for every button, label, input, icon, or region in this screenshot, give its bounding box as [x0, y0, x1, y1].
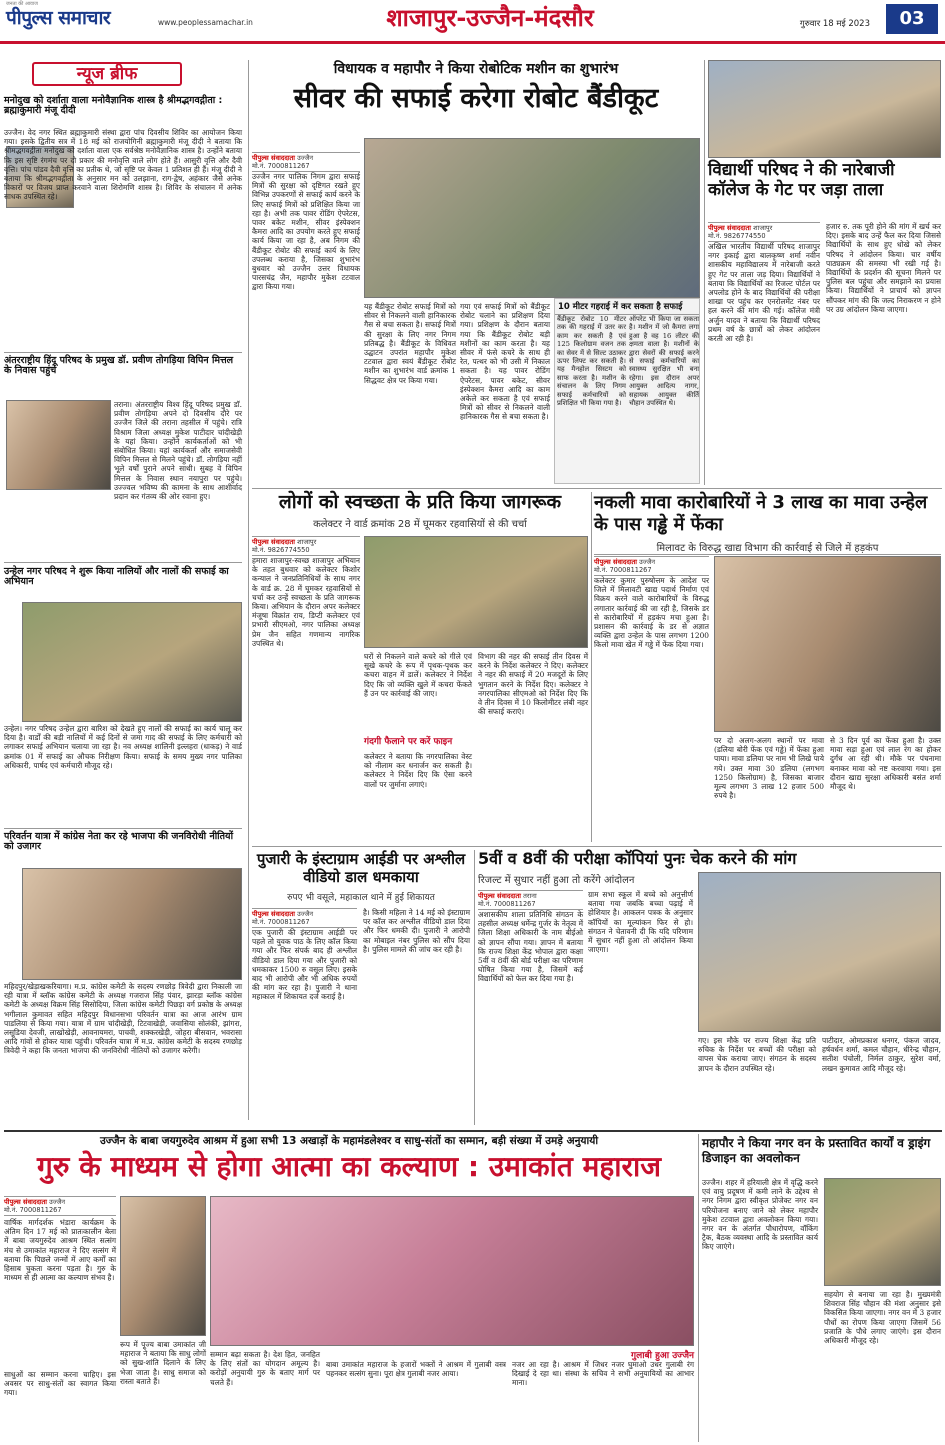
- abvp-byline-place: शाजापुर: [753, 224, 773, 232]
- exam-photo-caption: गए। इस मौके पर राज्य शिक्षा केंद्र प्रति रुचिक के निर्देश पर बच्चों की परीक्षा को वापस चेक कराया जाए। संगठन के सदस्य ज्ञापन के दौरान उपस्थित रहे।: [698, 1036, 819, 1073]
- guru-portrait: [120, 1196, 206, 1336]
- lead-headline: सीवर की सफाई करेगा रोबोट बैंडीकूट: [293, 83, 659, 114]
- lead-photo: [364, 138, 700, 298]
- brief-1-text: उज्जैन। वेद नगर स्थित ब्रह्माकुमारी संस्था द्वारा पांच दिवसीय शिविर का आयोजन किया गया। इसके द्वितीय सत्र में 18 मई को राजयोगिनी ब्रह्माकुमारी मंजू दीदी ने बताया कि श्रीमद्भगवद्गीता मनोदुख को दर्शाता वाला एक सर्वश्रेष्ठ मनोवैज्ञानिक शास्त्र है। उन्होंने बताया कि इस सृष्टि रंगमंच पर दो प्रकार की मनोवृत्ति वाले लोग होते हैं। आसुरी वृत्ति और दैवी वृत्ति। पांच पांडव दैवी वृत्ति का प्रतीक थे, जो सृष्टि पर केवल 1 प्रतिशत ही हैं। मंजू दीदी ने बताया कि श्रीमद्भगवद्गीता के अनुसार मन को उलझाना, राग-द्वेष, अहंकार जैसे अनेक विकारों पर विजय प्राप्त करवाने वाला शिरोमणि शास्त्र है। शिविर के संचालन में अनेक साधक उपस्थित रहे।: [4, 128, 245, 202]
- clean-subhead: कलेक्टर ने वार्ड क्रमांक 28 में घूमकर रहवासियों से की चर्चा: [313, 519, 527, 530]
- forest-photo: [824, 1178, 941, 1286]
- forest-col-1: उज्जैन। शहर में हरियाली क्षेत्र में वृद्धि करने एवं वायु प्रदूषण में कमी लाने के उद्देश्य से नगर निगम द्वारा स्वीकृत प्रोजेक्ट नगर वन परियोजना बनाए जाने को लेकर महापौर मुकेश टटवाल द्वारा अवलोकन किया गया। नगर वन के अंतर्गत पौधारोपण, वॉकिंग ट्रैक, बैठक व्यवस्था आदि के प्रस्तावित कार्य किए जाएंगे।: [702, 1178, 821, 1252]
- mawa-col-1: कलेक्टर कुमार पुरुषोत्तम के आदेश पर जिले में मिलावटी खाद्य पदार्थ निर्माण एवं विक्रय करने वाले कारोबारियों के विरुद्ध लगातार कार्रवाई की जा रही है, जिसके डर से कारोबारियों में हड़कंप मचा हुआ है। प्रशासन की कार्रवाई के डर से अज्ञात व्यक्ति द्वारा उन्हेल के पास लगभग 1200 किलो मावा खेत में गड्ढे में फेंक दिया गया।: [594, 576, 712, 650]
- priest-story: [252, 850, 473, 1125]
- lead-byline-org: पीपुल्स संवाददाता: [252, 154, 296, 162]
- mawa-subhead: मिलावट के विरुद्ध खाद्य विभाग की कार्रवाई से जिले में हड़कंप: [594, 540, 941, 555]
- brief-4-text: महिदपुर/खेड़ाखकरियागा। म.प्र. कांग्रेस कमेटी के सदस्य रणछोड़ त्रिवेदी द्वारा निकाली जा रही यात्रा में ब्लॉक कांग्रेस कमेटी के अध्यक्ष गजराज सिंह पंवार, झारड़ा ब्लॉक कांग्रेस कमेटी के अध्यक्ष विक्रम सिंह सिसोदिया, जिला कांग्रेस कमेटी पिछड़ा वर्ग प्रकोष्ठ के अध्यक्ष भगीलाल कुमावत सहित महिदपुर विधानसभा परिवर्तन यात्रा का आज आरंभ ग्राम पाडलिया से किया गया। यात्रा में ग्राम चांदीखेड़ी, टिटवाखेड़ी, जवासिया सोलंकी, झांगरा, लसूडिया देवजी, लाखोखेड़ी, आवनायमरा, पाचवी, शक्करखेड़ी, जोहरा बीसवान, भवरासा आदि गांवों से होकर यात्रा पहुंची। परिवर्तन यात्रा में म.प्र. कांग्रेस कमेटी के सदस्य रणछोड़ त्रिवेदी ने कहा कि जनता भाजपा की जनविरोधी नीतियों को उजागर करेगी।: [4, 982, 245, 1056]
- clean-col-1: हमारा शाजापुर-स्वच्छ शाजापुर अभियान के तहत बुधवार को कलेक्टर किशोर कन्याल ने जनप्रतिनिधियों के साथ नगर के वार्ड क्र. 28 में घूमकर रहवासियों से चर्चा कर उन्हें स्वच्छता के प्रति जागरूक किया। अभियान के दौरान अपर कलेक्टर मंजूषा विक्रांत राय, डिप्टी कलेक्टर एवं प्रभारी सीएमओ, नगर पालिका अध्यक्ष प्रेम जैन सहित गणमान्य नागरिक उपस्थित थे।: [252, 556, 363, 648]
- news-brief-column: [4, 62, 244, 1127]
- clean-headline: लोगों को स्वच्छता के प्रति किया जागरूक: [278, 491, 562, 513]
- brief-3-photo: [22, 602, 242, 722]
- brief-1-headline: मनोदुख को दर्शाता वाला मनोवैज्ञानिक शास्त्र है श्रीमद्भगवद्गीता : ब्रह्माकुमारी मंजू दीदी: [4, 95, 223, 117]
- clean-byline-org: पीपुल्स संवाददाता: [252, 538, 296, 546]
- brief-2-photo: [6, 400, 111, 490]
- guru-col-3: सम्मान बढ़ा सकता है। देश हित, जनहित के लिए संतों का योगदान अमूल्य है। करोड़ों अनुयायी गुरु के बताए मार्ग पर चलते हैं।: [210, 1350, 323, 1387]
- guru-crowd-photo: [210, 1196, 694, 1346]
- forest-story: [702, 1134, 944, 1442]
- exam-byline-phone: मो.नं. 7000811267: [478, 900, 536, 908]
- clean-story: [252, 491, 591, 842]
- guru-byline-phone: मो.नं. 7000811267: [4, 1206, 62, 1214]
- guru-col-1: वार्षिक मार्गदर्शक भंडारा कार्यक्रम के अंतिम दिन 17 मई को प्रातःकालीन बेला में बाबा जयगुरुदेव आश्रम स्थित सत्संग मंच से उमाकांत महाराज ने दिए सत्संग में बताया कि पिछले जन्मों में आए कर्मों का हिसाब चुकता करना पड़ता है। गुरु के माध्यम से ही आत्मा का कल्याण संभव है।: [4, 1218, 119, 1283]
- guru-col-5: नजर आ रहा है। आश्रम में जिधर नजर घुमाओ उधर गुलाबी रंग दिखाई दे रहा था। संस्था के सचिव ने सभी अनुयायियों का आभार माना।: [512, 1360, 697, 1388]
- mawa-byline-place: उज्जैन: [639, 558, 656, 566]
- lead-info-box: [554, 298, 700, 484]
- lead-story: [252, 60, 700, 485]
- brief-3-text: उन्हेल। नगर परिषद उन्हेल द्वारा बारिश को देखते हुए नालों की सफाई का कार्य चालू कर दिया है। वार्डों की बड़ी नालियों में कई दिनों से जमा गाद की सफाई के लिए कर्मचारी को लगाकर सफाई अभियान चलाया जा रहा है। नव अध्यक्ष शालिनी इल्लहरा (धाकड़) ने वार्ड क्रमांक 01 में सफाई का औचक निरीक्षण किया। सफाई के समय मुख्य नगर पालिका अधिकारी, पार्षद एवं कर्मचारी मौजूद रहे।: [4, 724, 245, 770]
- guru-headline: गुरु के माध्यम से होगा आत्मा का कल्याण : उमाकांत महाराज: [37, 1150, 661, 1183]
- exam-col-2: ग्राम सभा स्कूल में बच्चे को अनुत्तीर्ण बताया गया जबकि बच्चा पढ़ाई में होशियार है। आकलन पत्रक के अनुसार कॉपियों का मूल्यांकन फिर से हो। संगठन ने चेतावनी दी कि यदि परिणाम में सुधार नहीं हुआ तो आंदोलन किया जाएगा।: [588, 890, 696, 955]
- brief-2-headline: अंतरराष्ट्रीय हिंदू परिषद के प्रमुख डॉ. प्रवीण तोगड़िया विपिन मित्तल के निवास पहुंचे: [4, 355, 234, 377]
- exam-byline-place: तराना: [523, 892, 537, 900]
- lead-col-3: गया एवं सफाई मित्रों को बैंडीकूट रोबोट चलाने का प्रशिक्षण दिया गया। प्रशिक्षण के दौरान बताया गया कि बैंडीकूट रोबोट बड़ी मशीनों का काम करता है। यह सीवर में फंसे कचरे के साथ ही रेत, पत्थर को भी उसी में निकाल सकता है। यह पावर रोडिंग ऐपरेटस, पावर बकेट, सीवर इंस्पेक्शन कैमरा आदि का काम अकेले कर सकता है एवं सफाई मित्रों को सीवर से निकलने वाली हानिकारक गैस से बचा सकता है।: [460, 302, 553, 422]
- forest-col-2: सहयोग से बनाया जा रहा है। मुख्यमंत्री शिवराज सिंह चौहान की मंशा अनुसार इसे विकसित किया जाएगा। नगर वन में 3 हजार पौधों का रोपण किया जाएगा जिसमें 56 प्रजाति के पौधे लगाए जाएंगे। इस दौरान अधिकारी मौजूद रहे।: [824, 1290, 944, 1346]
- clean-byline-place: शाजापुर: [297, 538, 317, 546]
- page-number: 03: [886, 4, 938, 34]
- clean-col-2b: कलेक्टर ने बताया कि नगरपालिका वेस्ट को नीलाम कर धनार्जन कर सकती है। कलेक्टर ने निर्देश दिए कि ऐसा करने वालों पर जुर्माना लगाएं।: [364, 752, 475, 789]
- mawa-byline-org: पीपुल्स संवाददाता: [594, 558, 638, 566]
- lead-col-1: उज्जैन नगर पालिक निगम द्वारा सफाई मित्रों की सुरक्षा को दृष्टिगत रखते हुए विभिन्न उपकरणों से सफाई कार्य करने के लिए सफाई मित्रों को प्रशिक्षित किया जा रहा है। अभी तक पावर रोडिंग ऐपरेटस, पावर बकेट मशीन, सीवर इंस्पेक्शन कैमरा आदि का उपयोग करते हुए सफाई कार्य किया जा रहा है, अब निगम की बैंडीकूट रोबोट की सफाई कार्य के लिए उपलब्ध कराया है, जिसका शुभारंभ बुधवार को उज्जैन उत्तर विधायक पारसचंद्र जैन, महापौर मुकेश टटवाल द्वारा किया गया।: [252, 172, 363, 292]
- exam-col-1: अशासकीय शाला प्रतिनिधि संगठन के तहसील अध्यक्ष धर्मेन्द्र गुर्जर के नेतृत्व में जिला शिक्षा अधिकारी के नाम बीईओ को ज्ञापन सौंपा गया। ज्ञापन में बताया कि राज्य शिक्षा केंद्र भोपाल द्वारा कक्षा 5वीं व 8वीं की बोर्ड परीक्षा का परिणाम घोषित किया गया है, जिसमें कई विद्यार्थियों को फेल कर दिया गया है।: [478, 910, 586, 984]
- exam-photo: [698, 872, 941, 1032]
- exam-byline-org: पीपुल्स संवाददाता: [478, 892, 522, 900]
- priest-byline-place: उज्जैन: [297, 910, 314, 918]
- forest-headline: महापौर ने किया नगर वन के प्रस्तावित कार्यों व ड्राइंग डिजाइन का अवलोकन: [702, 1136, 931, 1165]
- brand-logo: [6, 4, 156, 30]
- priest-subhead: रुपए भी वसूले, महाकाल थाने में हुई शिकायत: [287, 893, 435, 903]
- section-title: शाजापुर-उज्जैन-मंदसौर: [386, 4, 594, 32]
- guru-photo-label: गुलाबी हुआ उज्जैन: [631, 1351, 694, 1361]
- exam-story: [478, 849, 944, 1125]
- edition-date: गुरुवार 18 मई 2023: [799, 19, 870, 29]
- guru-byline-place: उज्जैन: [49, 1198, 66, 1206]
- priest-byline-phone: मो.नं. 7000811267: [252, 918, 310, 926]
- lead-byline-place: उज्जैन: [297, 154, 314, 162]
- news-brief-label: [32, 62, 182, 86]
- lead-kicker: विधायक व महापौर ने किया रोबोटिक मशीन का शुभारंभ: [333, 61, 619, 77]
- guru-byline-org: पीपुल्स संवाददाता: [4, 1198, 48, 1206]
- guru-byline: [4, 1196, 116, 1216]
- masthead: [0, 0, 945, 44]
- abvp-byline-phone: मो.नं. 9826774550: [708, 232, 766, 240]
- abvp-headline: विद्यार्थी परिषद ने की नारेबाजी कॉलेज के गेट पर जड़ा ताला: [708, 160, 895, 200]
- guru-story: [4, 1134, 697, 1442]
- mawa-photo: [714, 556, 941, 732]
- exam-byline: [478, 890, 583, 910]
- mawa-headline: नकली मावा कारोबारियों ने 3 लाख का मावा उन्हेल के पास गड्ढे में फेंका: [594, 492, 928, 535]
- lead-box-title: 10 मीटर गहराई में कर सकता है सफाई: [555, 299, 699, 315]
- clean-col-3: विभाग की नहर की सफाई तीन दिवस में करने के निर्देश कलेक्टर ने दिए। कलेक्टर ने नहर की सफाई में 20 मजदूरों के लिए भुगतान करने के निर्देश दिए। कलेक्टर ने नगरपालिका सीएमओ को निर्देश दिए कि वे तीन दिवस में 10 किलोमीटर लंबी नहर की सफाई कराएं।: [478, 652, 591, 717]
- mawa-byline: [594, 556, 709, 576]
- brand-tagline: जनता की आवाज: [6, 1, 38, 7]
- abvp-col-1: अखिल भारतीय विद्यार्थी परिषद शाजापुर नगर इकाई द्वारा बालकृष्ण शर्मा नवीन शासकीय महाविद्यालय में नारेबाजी करते हुए गेट पर ताला जड़ दिया। विद्यार्थियों ने बताया कि विद्यार्थियों का रिजल्ट पोर्टल पर अपलोड होने के बाद विद्यार्थियों की परीक्षा शाखा पर पहुंच कर एनरोलमेंट नंबर पर हल करने की मांग की गई। कॉलेज मंत्री अर्जुन यादव ने बताया कि विद्यार्थी परिषद प्रथम वर्ष के छात्रों को लेकर आंदोलन करती आ रही है।: [708, 242, 823, 344]
- priest-col-2: है। किसी महिला ने 14 मई को इंस्टाग्राम पर कॉल कर अश्लील वीडियो डाल दिया और फिर धमकी दी। पुजारी ने आरोपी का मोबाइल नंबर पुलिस को सौंप दिया है। पुलिस मामले की जांच कर रही है।: [363, 908, 473, 954]
- brief-3-headline: उन्हेल नगर परिषद ने शुरू किया नालियों और नालों की सफाई का अभियान: [4, 566, 229, 588]
- priest-headline: पुजारी के इंस्टाग्राम आईडी पर अश्लील वीडियो डाल धमकाया: [256, 850, 466, 886]
- priest-col-1: एक पुजारी की इंस्टाग्राम आईडी पर पहले तो युवक पाठ के लिए कॉल किया गया और फिर संपर्क बाद ही अश्लील वीडियो डाल दिया गया और पुजारी को धमकाकर 1500 रु वसूल लिए। इसके बाद भी आरोपी और भी अधिक रुपयों की मांग कर रहा है। पुजारी ने थाना महाकाल में शिकायत दर्ज कराई है।: [252, 928, 360, 1002]
- clean-byline-phone: मो.नं. 9826774550: [252, 546, 310, 554]
- guru-col-2: रूप में पूज्य बाबा उमाकांत जी महाराज ने बताया कि साधु लोगों को सुख-शांति दिलाने के लिए भेजा जाता है। साधु समाज को रास्ता बताते हैं।: [120, 1340, 209, 1386]
- clean-col-2: घरों से निकलने वाले कचरे को गीले एवं सूखे कचरे के रूप में पृथक-पृथक कर कचरा वाहन में डालें। कलेक्टर ने निर्देश दिए कि जो व्यक्ति खुले में कचरा फेंकते हैं उन पर कार्रवाई की जाए।: [364, 652, 475, 698]
- abvp-photo: [708, 60, 941, 158]
- site-url[interactable]: www.peoplessamachar.in: [158, 18, 253, 27]
- lead-box-col-1: बैंडीकूट रोबोट 10 मीटर तक की गहराई में उतर कर काम कर सकती है एवं 125 किलोग्राम वजन तक का सेवर में से सिल्ट उठाकर ऊपर लिफ्ट कर सकती है। यह मैनहोल सिस्टम को साफ करता है। मशीन के संचालन के लिए निगम सफाई कर्मचारियों को प्रशिक्षित भी किया गया है।: [557, 315, 629, 408]
- mawa-story: [594, 492, 944, 842]
- abvp-col-2: हजार रु. तक पूरी होने की मांग में खर्च कर दिए। इसके बाद उन्हें फैल कर दिया जिससे विद्यार्थियों के साथ हुए धोखे को लेकर परिषद ने आंदोलन किया। चार वर्षीय पाठ्यक्रम की समस्या भी रखी गई है। विद्यार्थियों के प्रदर्शन की सूचना मिलने पर पुलिस बल पहुंचा और समझाने का प्रयास किया। विद्यार्थियों ने प्राचार्य को ज्ञापन सौंपकर मांग की कि जल्द निराकरण न होने पर उग्र आंदोलन किया जाएगा।: [826, 222, 944, 314]
- lead-byline-phone: मो.नं. 7000811267: [252, 162, 310, 170]
- clean-photo: [364, 536, 588, 648]
- lead-byline: [252, 152, 360, 172]
- mawa-byline-phone: मो.नं. 7000811267: [594, 566, 652, 574]
- abvp-byline: [708, 222, 820, 242]
- guru-col-4: बाबा उमाकांत महाराज के हजारों भक्तों ने आश्रम में गुलाबी वस्त्र पहनकर सत्संग सुना। पूरा क्षेत्र गुलाबी नजर आया।: [326, 1360, 509, 1379]
- priest-byline-org: पीपुल्स संवाददाता: [252, 910, 296, 918]
- exam-names: पाटीदार, ओमप्रकाश धनगर, पंकज जादव, हर्षवर्धन शर्मा, कमल चौहान, धीरेन्द्र चौहान, सतीश पंचोली, निर्मल ठाकुर, सुरेश वर्मा, लखन कुमावत आदि मौजूद रहे।: [822, 1036, 944, 1073]
- priest-byline: [252, 908, 357, 928]
- clean-subheading: गंदगी फैलाने पर करें फाइन: [364, 737, 453, 747]
- exam-subhead: रिजल्ट में सुधार नहीं हुआ तो करेंगे आंदोलन: [478, 875, 635, 886]
- abvp-byline-org: पीपुल्स संवाददाता: [708, 224, 752, 232]
- guru-col-1b: साधुओं का सम्मान करना चाहिए। इस अवसर पर साधु-संतों का स्वागत किया गया।: [4, 1370, 119, 1398]
- guru-kicker: उज्जैन के बाबा जयगुरुदेव आश्रम में हुआ सभी 13 अखाड़ों के महामंडलेश्वर व साधु-संतों का सम्मान, बड़ी संख्या में उमड़े अनुयायी: [99, 1135, 599, 1147]
- lead-col-2: यह बैंडीकूट रोबोट सफाई मित्रों को सीवर से निकलने वाली हानिकारक गैस से बचा सकता है। सफाई मित्रों की सुरक्षा के लिए नगर निगम प्रतिबद्ध है। बैंडीकूट के विधिवत उद्घाटन उपरांत महापौर मुकेश टटवाल द्वारा स्वयं बैंडीकूट रोबोट मशीन का शुभारंभ वार्ड क्रमांक 1 सिद्धवट क्षेत्र पर किया गया।: [364, 302, 459, 385]
- mawa-col-2: पर दो अलग-अलग स्थानों पर मावा (डलिया बोरी फेंक एवं गड्ढे) में फेंका हुआ पाया। मावा डलिया पर नाम भी लिखे पाये गये। उक्त मावा 30 डलिया (लगभग 1250 किलोग्राम) है, जिसका बाजार मूल्य लगभग 3 लाख 12 हजार 500 रुपये है।: [714, 736, 827, 801]
- news-brief-label-text: न्यूज ब्रीफ: [76, 64, 138, 84]
- clean-byline: [252, 536, 360, 556]
- lead-box-col-2: ऑपरेट भी किया जा सकता है। मशीन में जो कैमरा लगा हुआ है वह 16 लीटर की क्षमता वाला है। मशीनों के द्वारा सेवरों की सफाई करने से सफाई कर्मचारियों का स्वास्थ्य सुरक्षित भी बना रहेगा। इस दौरान अपर आयुक्त आदित्य नागर, सहायक आयुक्त कीर्ति चौहान उपस्थित थे।: [629, 315, 702, 408]
- abvp-story: [708, 60, 944, 485]
- brief-2-text: तराना। अंतरराष्ट्रीय विश्व हिंदू परिषद प्रमुख डॉ. प्रवीण तोगड़िया अपने दो दिवसीय दौरे पर उज्जैन जिले की तराना तहसील में पहुंचे। रात्रि विश्राम जिला अध्यक्ष मुकेश पाटीदार चांदीखेड़ी के यहां किया। उन्होंने कार्यकर्ताओं को भी संबोधित किया। यहां कार्यकर्ता और समाजसेवी विपिन मित्तल से मिलने पहुंचे। डॉ. तोगड़िया नहीं भूले वर्षों पुराने अपने साथी। सुबह वे विपिन मित्तल के निवास स्थान नयापुरा पर पहुंचे। उज्ज्वल भविष्य की कामना के साथ आशीर्वाद प्रदान कर गंतव्य की ओर रवाना हुए।: [114, 400, 245, 502]
- brief-4-photo: [22, 868, 242, 980]
- brief-4-headline: परिवर्तन यात्रा में कांग्रेस नेता कर रहे भाजपा की जनविरोधी नीतियों को उजागर: [4, 831, 234, 853]
- mawa-col-3: से 3 दिन पूर्व का फेंका हुआ है। उक्त मावा सड़ा हुआ एवं लाल रंग का होकर दुर्गंध आ रही थी। मौके पर पंचनामा बनाकर मावा को नष्ट करवाया गया। इस दौरान खाद्य सुरक्षा अधिकारी बसंत शर्मा मौजूद थे।: [830, 736, 944, 792]
- exam-headline: 5वीं व 8वीं की परीक्षा कॉपियां पुनः चेक करने की मांग: [478, 849, 797, 868]
- brand-name: पीपुल्स समाचार: [6, 7, 111, 29]
